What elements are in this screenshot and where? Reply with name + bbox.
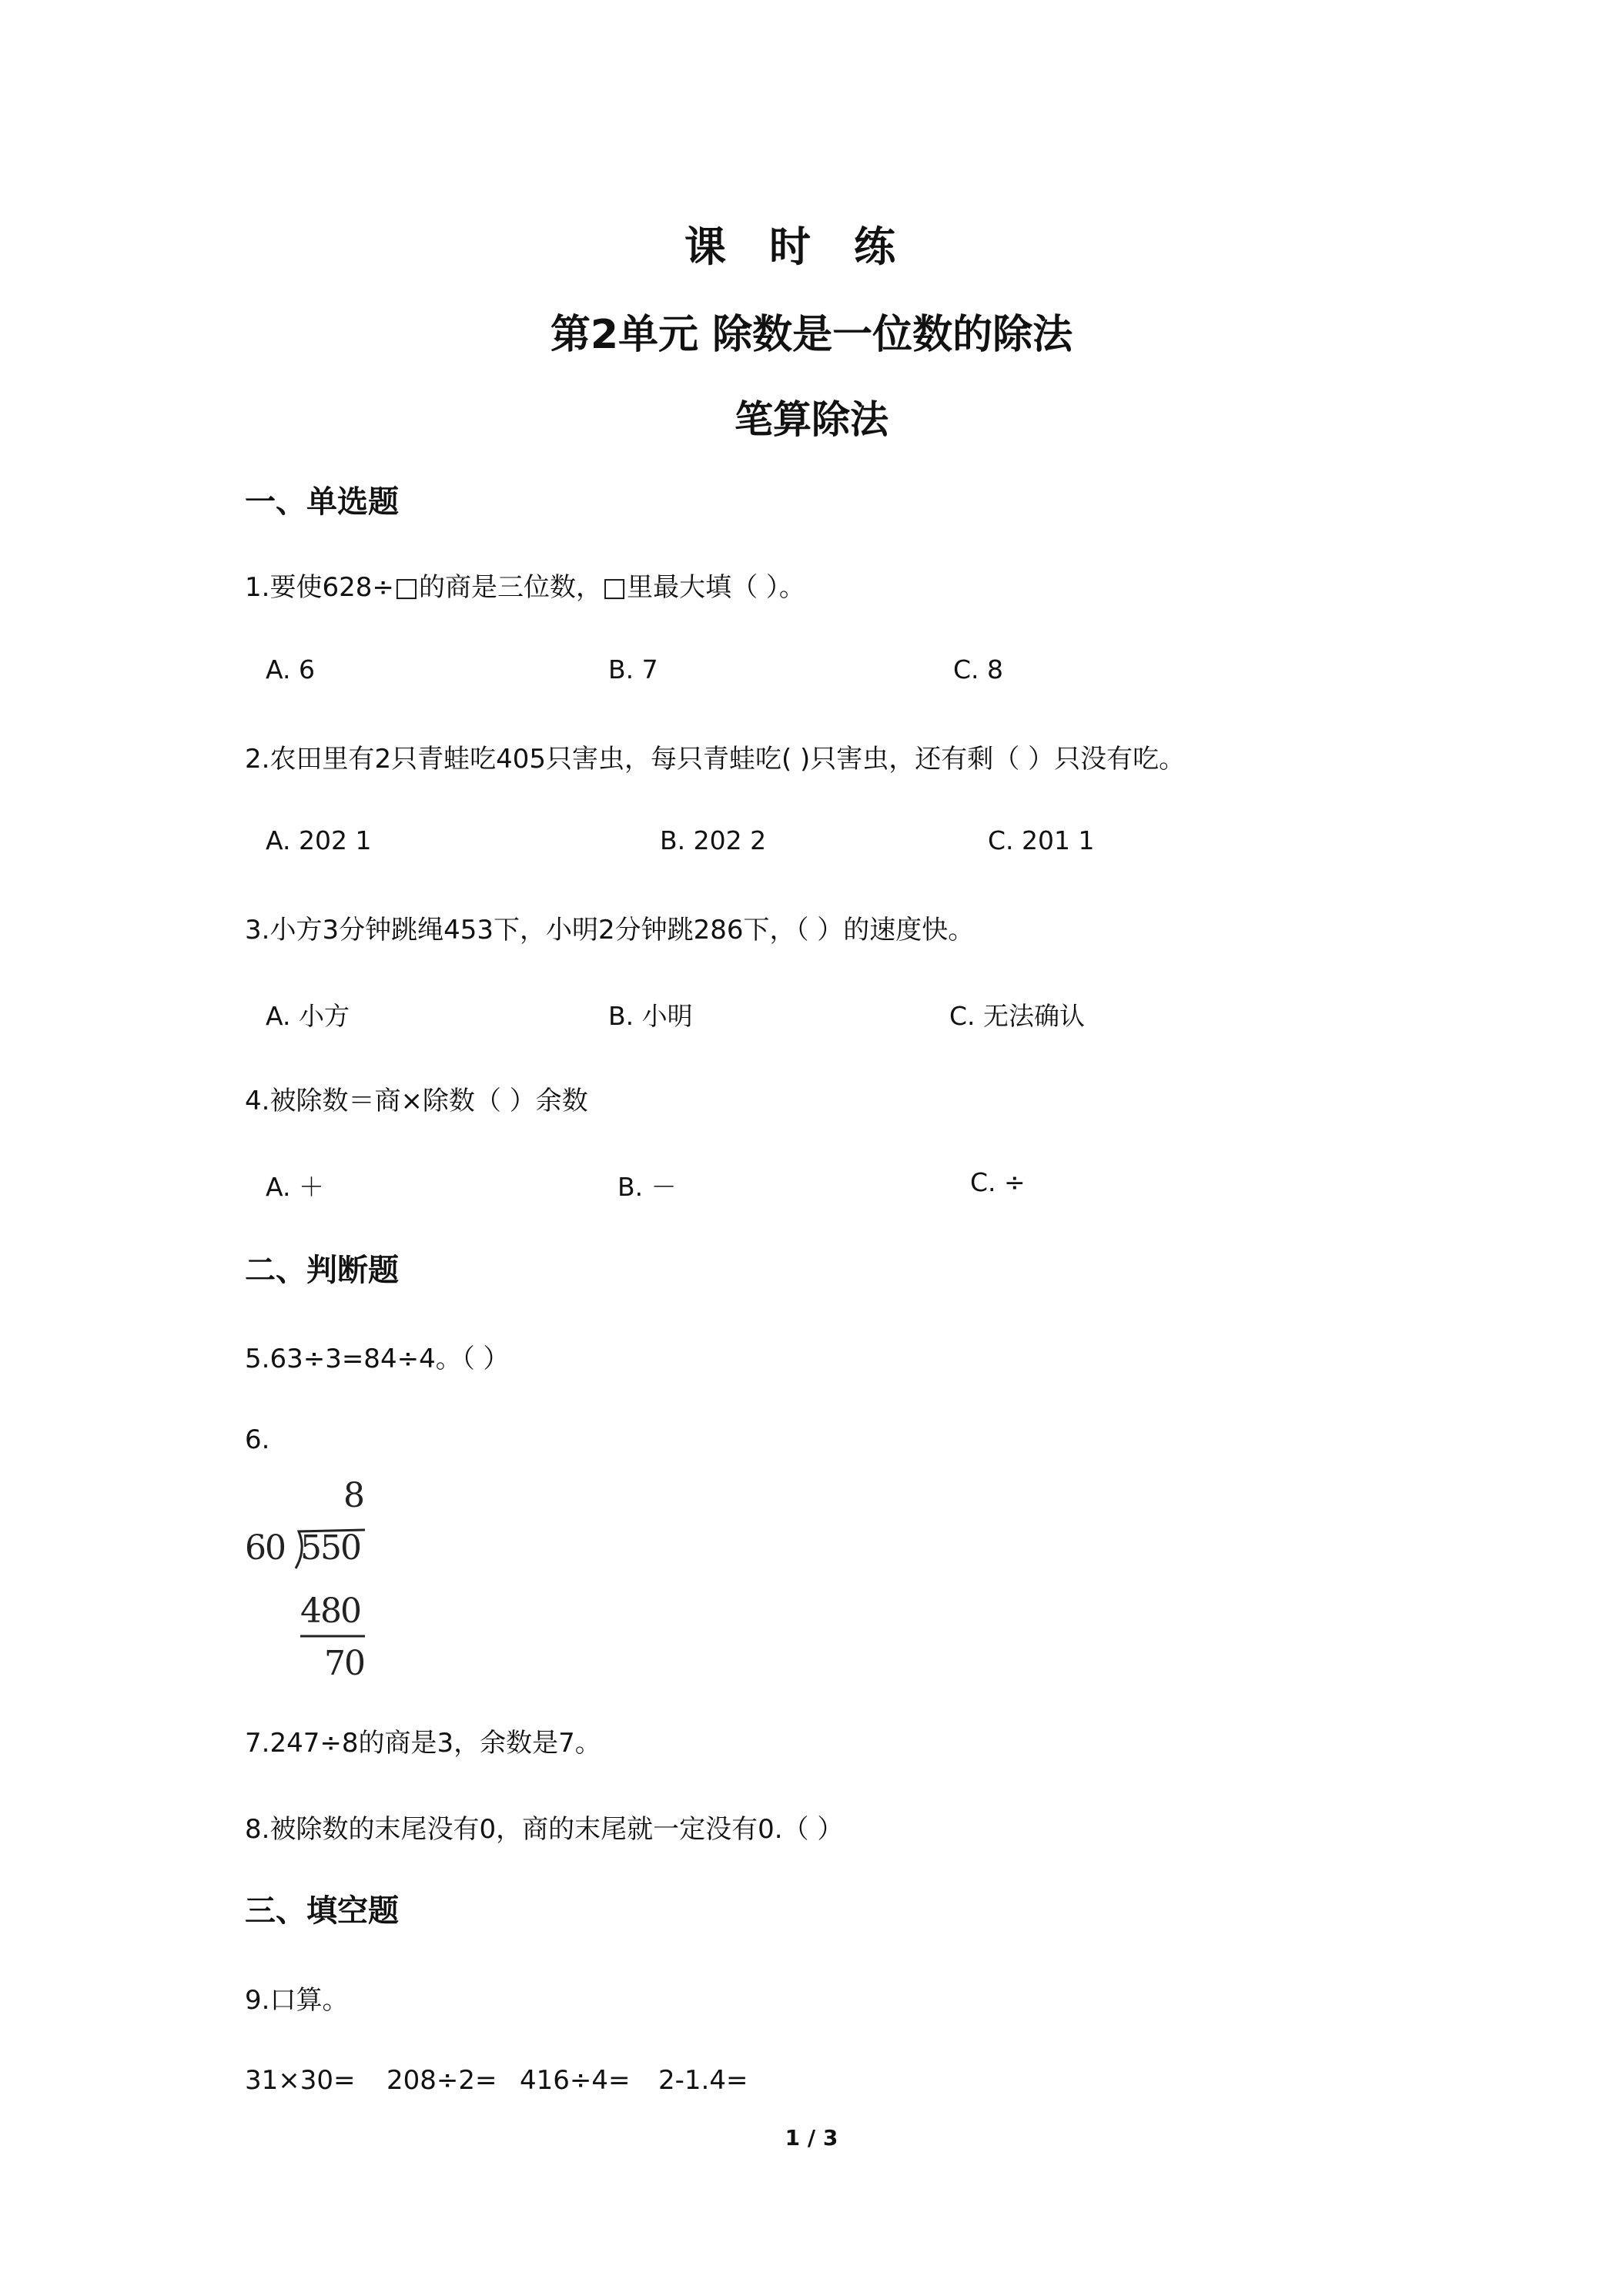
question-4-option-b: B. － xyxy=(617,1172,677,1202)
section-heading-single-choice: 一、单选题 xyxy=(245,484,399,520)
question-1: 1.要使628÷□的商是三位数，□里最大填（ ）。 xyxy=(245,572,805,603)
doc-title: 课时练 xyxy=(684,223,939,271)
question-3: 3.小方3分钟跳绳453下，小明2分钟跳286下，（ ）的速度快。 xyxy=(245,915,975,946)
question-4: 4.被除数＝商×除数（ ）余数 xyxy=(245,1086,588,1116)
section-heading-fill-blank: 三、填空题 xyxy=(245,1893,399,1929)
question-3-option-c: C. 无法确认 xyxy=(949,1001,1086,1031)
section-heading-true-false: 二、判断题 xyxy=(245,1253,399,1288)
question-2-option-c: C. 201 1 xyxy=(988,825,1095,855)
question-1-option-a: A. 6 xyxy=(266,654,315,684)
question-1-option-c: C. 8 xyxy=(953,654,1004,684)
question-4-option-a: A. ＋ xyxy=(266,1172,324,1202)
question-1-option-b: B. 7 xyxy=(608,654,658,684)
long-division-remainder: 70 xyxy=(324,1644,364,1683)
long-division-divisor: 60 xyxy=(245,1528,285,1568)
mental-math-item: 2-1.4= xyxy=(658,2065,748,2096)
question-3-option-a: A. 小方 xyxy=(266,1001,350,1031)
long-division-quotient: 8 xyxy=(343,1476,365,1515)
long-division-product: 480 xyxy=(300,1591,360,1631)
question-2: 2.农田里有2只青蛙吃405只害虫，每只青蛙吃( )只害虫，还有剩（ ）只没有吃。 xyxy=(245,744,1186,775)
question-7: 7.247÷8的商是3，余数是7。 xyxy=(245,1728,601,1759)
long-division-lines xyxy=(245,1482,376,1682)
mental-math-item: 31×30= xyxy=(245,2065,356,2096)
mental-math-item: 416÷4= xyxy=(520,2065,631,2096)
question-3-option-b: B. 小明 xyxy=(608,1001,693,1031)
long-division-dividend: 550 xyxy=(300,1528,360,1568)
question-2-option-b: B. 202 2 xyxy=(660,825,767,855)
question-4-option-c: C. ÷ xyxy=(970,1167,1026,1197)
lesson-title: 笔算除法 xyxy=(735,397,888,442)
mental-math-item: 208÷2= xyxy=(387,2065,497,2096)
question-8: 8.被除数的末尾没有0，商的末尾就一定没有0.（ ） xyxy=(245,1814,844,1845)
page-number: 1 / 3 xyxy=(785,2125,838,2150)
question-5: 5.63÷3=84÷4。（ ） xyxy=(245,1344,510,1374)
question-6: 6. xyxy=(245,1424,270,1455)
question-9: 9.口算。 xyxy=(245,1985,349,2016)
unit-title: 第2单元 除数是一位数的除法 xyxy=(550,312,1073,358)
question-2-option-a: A. 202 1 xyxy=(266,825,372,855)
long-division-figure xyxy=(245,1476,376,1683)
